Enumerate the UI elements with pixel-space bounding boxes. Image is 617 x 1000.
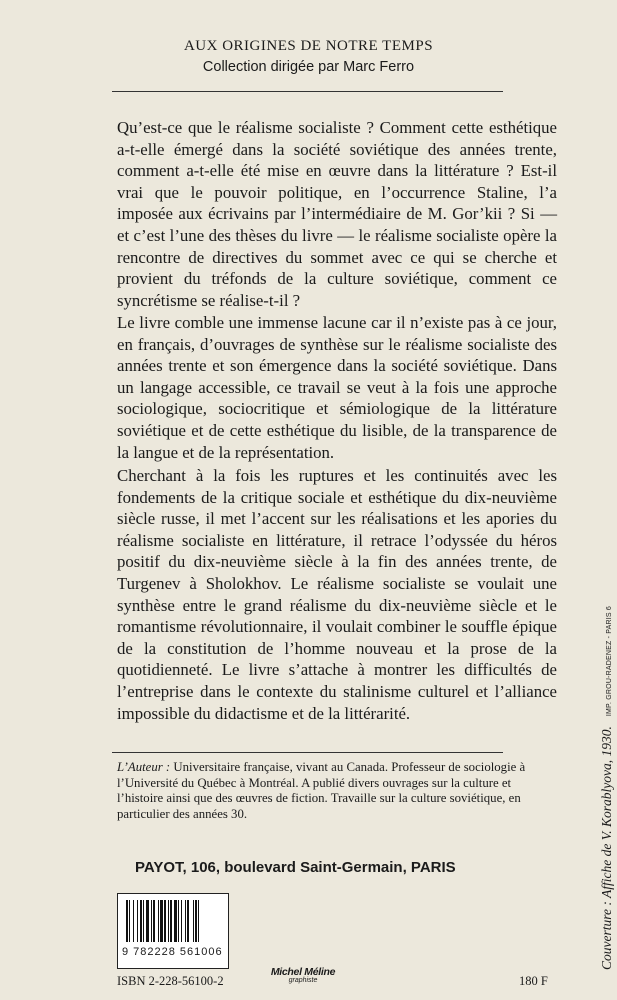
blurb-paragraph-1: Qu’est-ce que le réalisme socialiste ? Comment cette esthétique a-t-elle émergé dans la société soviétique des années trente, comment a-t-elle été mise en œuvre dans la littérature ? Est-il vrai que le pouvoir politique, en l’occurrence Staline, l’a imposée aux écrivains par l’intermédiaire de M. Gor’kii ? Si — et c’est l’une des thèses du livre — le réalisme socialiste opère la rencontre de directives du sommet avec ce qui se cherche et provient du tréfonds de la culture soviétique, comment ce syncrétisme se réalise-t-il ? (117, 118, 557, 310)
barcode-bar (181, 900, 182, 942)
barcode-bars (126, 900, 220, 942)
barcode (117, 893, 229, 969)
barcode-bar (185, 900, 186, 942)
vertical-credits (598, 606, 616, 970)
barcode-bar (140, 900, 142, 942)
price: 180 F (519, 974, 548, 988)
blurb-paragraph-2: Le livre comble une immense lacune car il n’existe pas à ce jour, en français, d’ouvrages de synthèse sur le réalisme socialiste des années trente et son émergence dans la société soviétique. Dans un langage accessible, ce travail se veut à la fois une approche sociologique, sociocritique et sémiologique de la littérature soviétique et de cette esthétique du lisible, de la transparence de la langue et de la représentation. (117, 313, 557, 462)
blurb-paragraph-3: Cherchant à la fois les ruptures et les continuités avec les fondements de la critique sociale et esthétique du dix-neuvième siècle russe, il met l’accent sur les réalisations et les apories du réalisme socialiste en littérature, il retrace l’odyssée du héros positif du dix-neuvième siècle à la fin des années trente, de Turgenev à Sholokhov. Le réalisme socialiste se voulait une synthèse entre le grand réalisme du dix-neuvième siècle et le romantisme révolutionnaire, il voulait combiner le souffle épique de la constitution de l’homme nouveau et la prose de la quotidienneté. Le livre s’attache à montrer les difficultés de l’entreprise dans le contexte du stalinisme culturel et l’alliance impossible du didactisme et de la littérarité. (117, 466, 557, 723)
designer-logo (268, 966, 338, 984)
barcode-bar (170, 900, 172, 942)
barcode-bar (168, 900, 169, 942)
collection-editor: Collection dirigée par Marc Ferro (202, 59, 415, 75)
barcode-bar (198, 900, 199, 942)
barcode-bar (143, 900, 144, 942)
barcode-bar (174, 900, 177, 942)
barcode-bar (164, 900, 166, 942)
barcode-bar (129, 900, 130, 942)
author-divider (112, 752, 503, 753)
author-note-label: L’Auteur : (117, 760, 171, 774)
barcode-bar (178, 900, 179, 942)
publisher-address: PAYOT, 106, boulevard Saint-Germain, PARIS (135, 859, 456, 876)
author-note-text: Universitaire française, vivant au Canada. Professeur de sociologie à l’Université du Québec à Montréal. A publié divers ouvrages sur la culture et l’histoire ainsi que des œuvres de fiction. Travaille sur la culture soviétique, en particulier des années 30. (117, 760, 526, 821)
barcode-bar (193, 900, 194, 942)
barcode-bar (133, 900, 134, 942)
barcode-bar (160, 900, 163, 942)
barcode-bar (187, 900, 189, 942)
designer-logo-brand: Michel Méline (270, 966, 336, 978)
barcode-bar (146, 900, 149, 942)
barcode-digits: 9 782228 561006 (122, 946, 223, 958)
barcode-bar (137, 900, 138, 942)
barcode-bar (151, 900, 152, 942)
series-title: AUX ORIGINES DE NOTRE TEMPS (183, 38, 434, 54)
printer-credit: IMP. GROU-RADENEZ - PARIS 6 (606, 605, 613, 717)
isbn: ISBN 2-228-56100-2 (117, 974, 224, 988)
designer-logo-sub: graphiste (288, 977, 318, 984)
author-note (117, 760, 553, 822)
barcode-bar (158, 900, 159, 942)
top-divider (112, 91, 503, 92)
barcode-bar (126, 900, 128, 942)
barcode-bar (153, 900, 155, 942)
cover-credit: Couverture : Affiche de V. Korablyova, 1930. (599, 726, 614, 970)
barcode-bar (195, 900, 197, 942)
